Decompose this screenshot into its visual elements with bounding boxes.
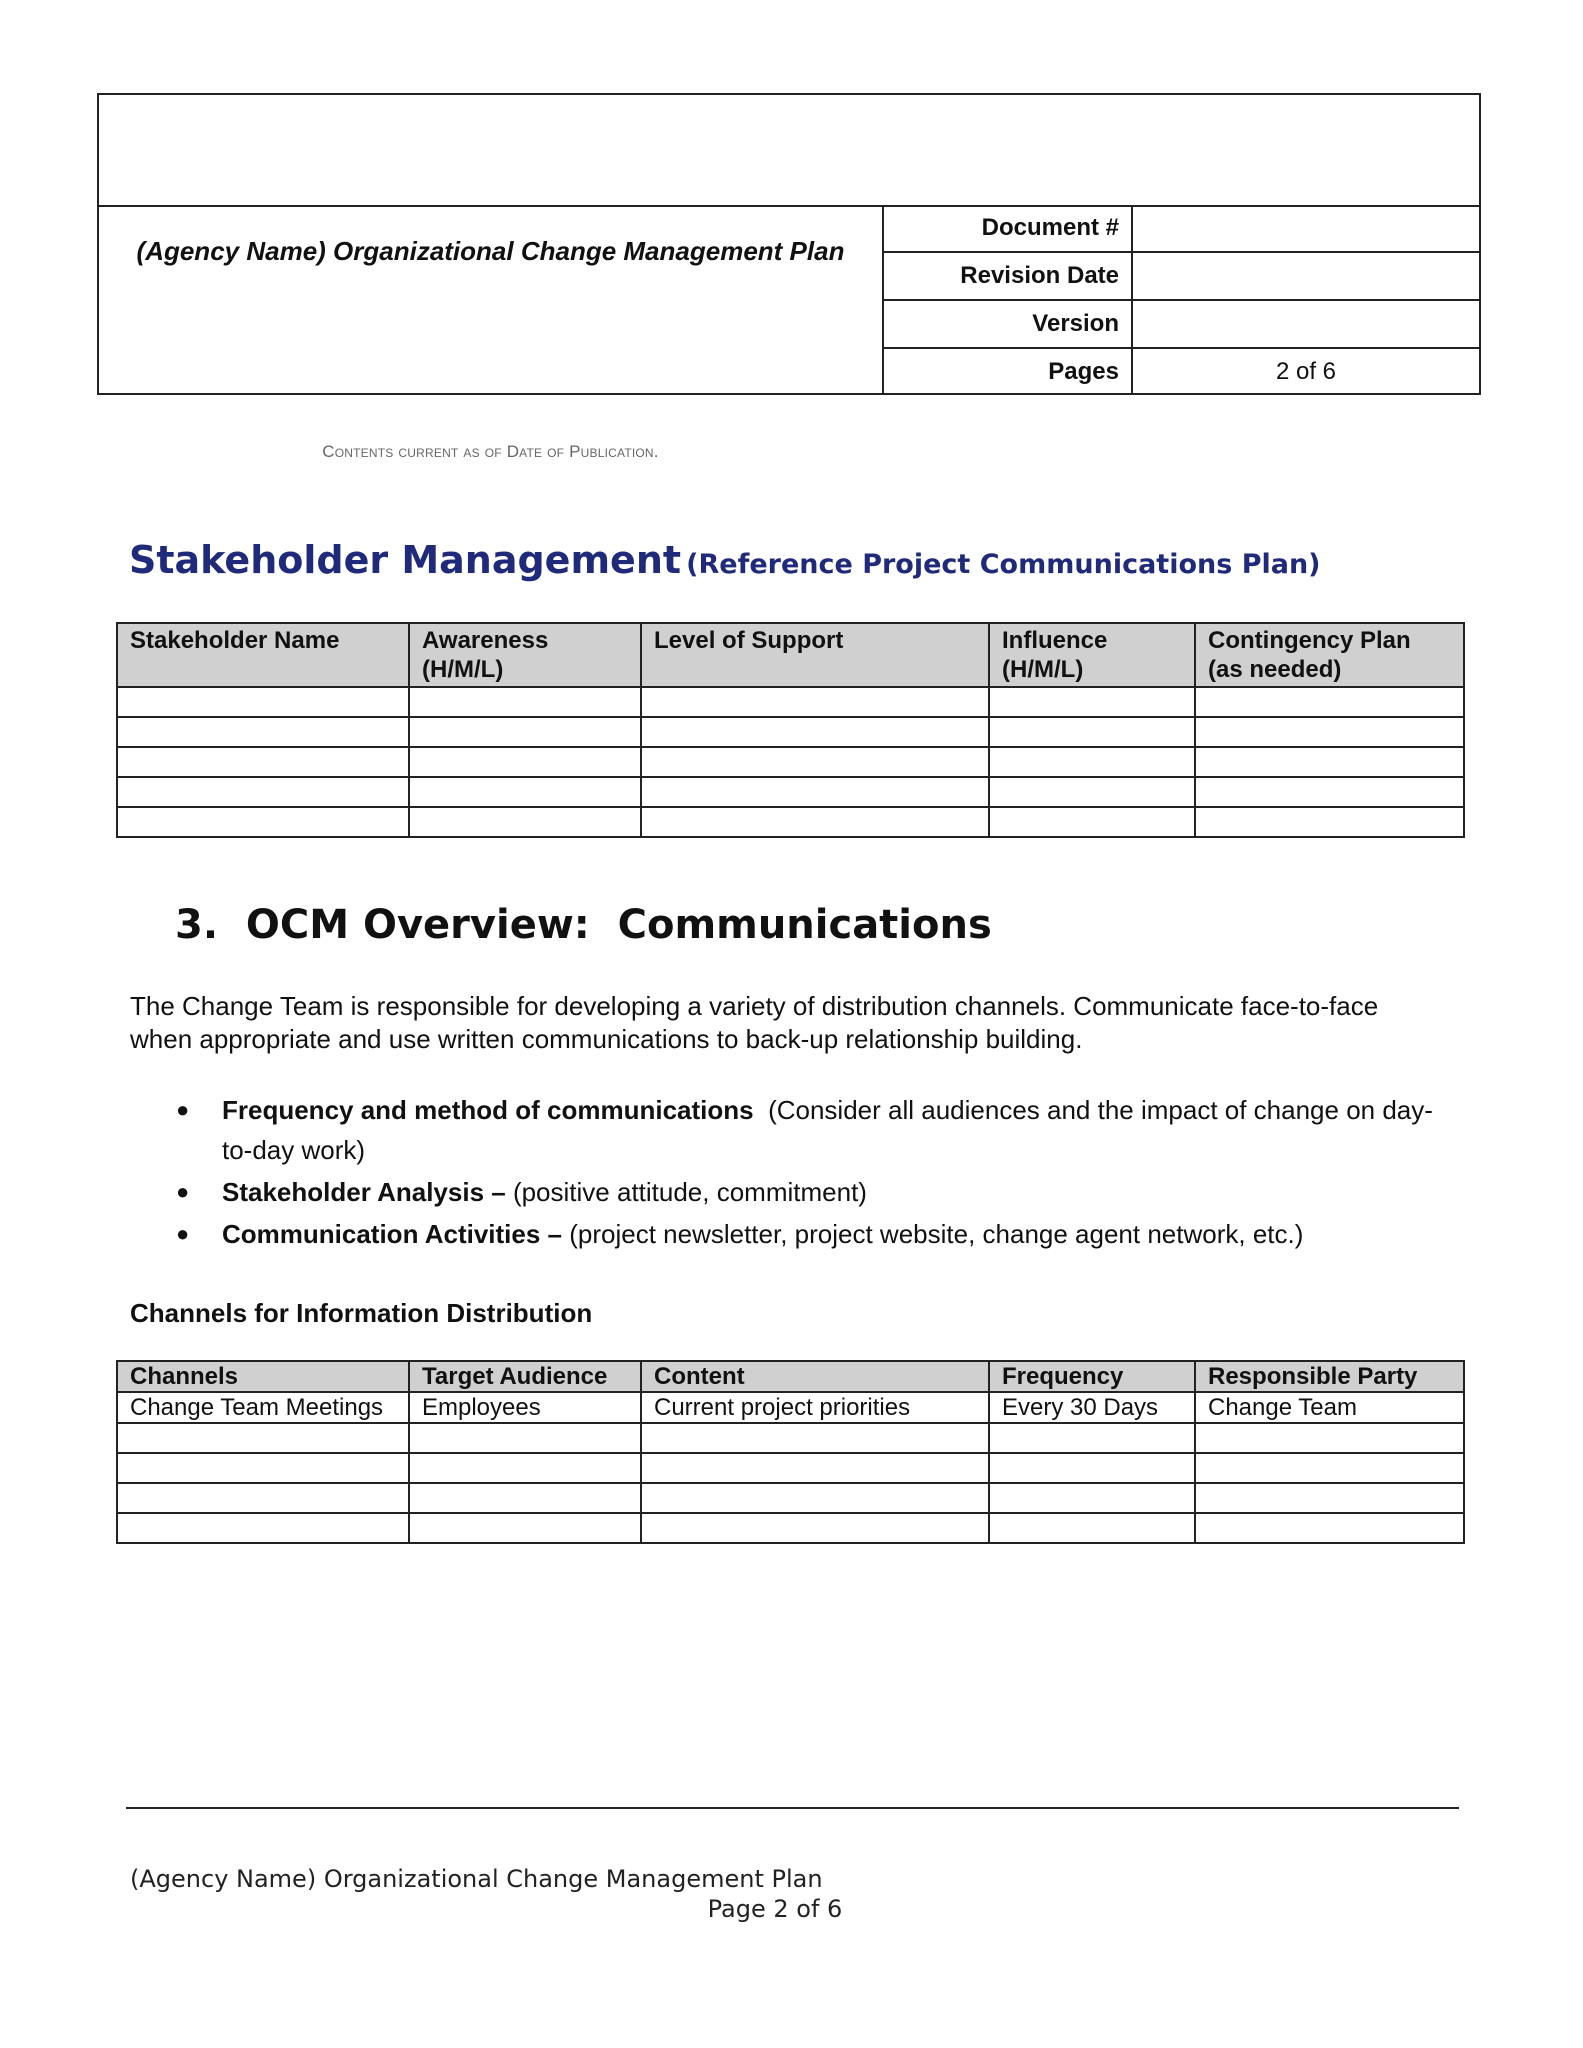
table-cell[interactable] <box>641 807 989 837</box>
table-cell[interactable] <box>1195 807 1464 837</box>
table-cell[interactable] <box>117 1483 409 1513</box>
stakeholder-heading <box>129 538 1321 582</box>
bullet-bold: Stakeholder Analysis – <box>222 1177 506 1207</box>
table-cell[interactable]: Change Team <box>1195 1392 1464 1423</box>
table-cell[interactable] <box>1195 717 1464 747</box>
table-cell[interactable] <box>117 717 409 747</box>
meta-label: Revision Date <box>882 253 1133 299</box>
section-heading: 3. OCM Overview: Communications <box>175 902 992 948</box>
table-row <box>117 1513 1464 1543</box>
table-cell[interactable] <box>117 687 409 717</box>
table-header-row <box>117 623 1464 687</box>
table-row <box>117 1483 1464 1513</box>
bullet-icon: ● <box>176 1097 190 1122</box>
table-cell[interactable] <box>641 1513 989 1543</box>
table-cell[interactable] <box>989 777 1195 807</box>
table-cell[interactable] <box>117 1513 409 1543</box>
column-header: Frequency <box>989 1361 1195 1392</box>
table-cell[interactable] <box>989 807 1195 837</box>
meta-label: Version <box>882 301 1133 347</box>
meta-row-version <box>882 301 1479 349</box>
meta-row-pages <box>882 349 1479 395</box>
column-header: Contingency Plan (as needed) <box>1195 623 1464 687</box>
page-number-text: Page 2 of 6 <box>707 1895 843 1923</box>
table-cell[interactable] <box>989 1423 1195 1453</box>
column-header: Level of Support <box>641 623 989 687</box>
bullet-bold: Frequency and method of communications <box>222 1095 754 1125</box>
column-header: Awareness (H/M/L) <box>409 623 641 687</box>
table-cell[interactable]: Employees <box>409 1392 641 1423</box>
table-cell[interactable] <box>989 1513 1195 1543</box>
table-cell[interactable] <box>409 777 641 807</box>
meta-value[interactable] <box>1133 205 1479 251</box>
table-cell[interactable] <box>1195 1483 1464 1513</box>
table-cell[interactable] <box>409 717 641 747</box>
table-cell[interactable] <box>409 1483 641 1513</box>
table-cell[interactable] <box>989 747 1195 777</box>
column-header: Channels <box>117 1361 409 1392</box>
bullet-icon: ● <box>176 1179 190 1204</box>
table-cell[interactable] <box>641 717 989 747</box>
column-header: Stakeholder Name <box>117 623 409 687</box>
list-item <box>170 1214 1460 1254</box>
bullet-text: (positive attitude, commitment) <box>505 1177 867 1207</box>
channels-table <box>116 1360 1465 1544</box>
table-cell[interactable] <box>117 747 409 777</box>
table-cell[interactable] <box>989 687 1195 717</box>
table-cell[interactable] <box>1195 1453 1464 1483</box>
meta-label: Pages <box>882 349 1133 395</box>
document-title: (Agency Name) Organizational Change Management Plan <box>136 236 845 266</box>
meta-label: Document # <box>882 205 1133 251</box>
table-cell[interactable] <box>641 747 989 777</box>
meta-value: 2 of 6 <box>1275 358 1337 385</box>
table-cell[interactable] <box>409 1423 641 1453</box>
currency-note: Contents current as of Date of Publication. <box>322 442 659 461</box>
table-row <box>117 777 1464 807</box>
document-meta-table <box>882 205 1479 393</box>
table-cell[interactable] <box>409 687 641 717</box>
document-header <box>97 93 1481 461</box>
footer-title: (Agency Name) Organizational Change Management Plan <box>130 1865 823 1893</box>
table-row <box>117 747 1464 777</box>
table-cell[interactable]: Current project priorities <box>641 1392 989 1423</box>
intro-paragraph: The Change Team is responsible for developing a variety of distribution channels. Communicate face-to-face when appropriate and use written communications to back-up relationship building. <box>130 991 1379 1054</box>
bullet-bold: Communication Activities – <box>222 1219 562 1249</box>
table-cell[interactable] <box>1195 777 1464 807</box>
table-cell[interactable] <box>409 807 641 837</box>
table-cell[interactable] <box>641 777 989 807</box>
table-cell[interactable] <box>641 1423 989 1453</box>
table-cell[interactable] <box>117 807 409 837</box>
table-row <box>117 1423 1464 1453</box>
meta-value[interactable] <box>1133 301 1479 347</box>
header-title-cell <box>99 205 884 461</box>
table-cell[interactable] <box>409 747 641 777</box>
table-cell[interactable] <box>989 1483 1195 1513</box>
meta-row-document-number <box>882 205 1479 253</box>
table-cell[interactable] <box>989 717 1195 747</box>
bullet-icon: ● <box>176 1221 190 1246</box>
list-item <box>170 1172 1460 1212</box>
column-header: Influence (H/M/L) <box>989 623 1195 687</box>
stakeholder-table <box>116 622 1465 838</box>
table-cell[interactable] <box>117 1423 409 1453</box>
table-row <box>117 807 1464 837</box>
table-row <box>117 717 1464 747</box>
table-cell[interactable] <box>989 1453 1195 1483</box>
header-blank-area <box>99 95 1479 207</box>
table-cell[interactable] <box>117 1453 409 1483</box>
table-cell[interactable]: Change Team Meetings <box>117 1392 409 1423</box>
table-cell[interactable] <box>409 1453 641 1483</box>
table-cell[interactable] <box>641 1453 989 1483</box>
table-cell[interactable] <box>1195 747 1464 777</box>
table-cell[interactable] <box>1195 1513 1464 1543</box>
table-cell[interactable] <box>1195 1423 1464 1453</box>
column-header: Content <box>641 1361 989 1392</box>
table-row <box>117 1392 1464 1423</box>
footer-page-number <box>0 1895 1550 1923</box>
meta-row-revision-date <box>882 253 1479 301</box>
table-cell[interactable] <box>641 1483 989 1513</box>
column-header: Responsible Party <box>1195 1361 1464 1392</box>
table-row <box>117 687 1464 717</box>
meta-value[interactable] <box>1133 253 1479 299</box>
column-header: Target Audience <box>409 1361 641 1392</box>
list-item <box>170 1090 1460 1170</box>
table-cell[interactable]: Every 30 Days <box>989 1392 1195 1423</box>
bullet-text: (Consider all audiences and the impact of change on day-to-day work) <box>222 1095 1433 1165</box>
bullet-text: (project newsletter, project website, change agent network, etc.) <box>562 1219 1304 1249</box>
table-cell[interactable] <box>409 1513 641 1543</box>
table-cell[interactable] <box>1195 687 1464 717</box>
table-row <box>117 1453 1464 1483</box>
stakeholder-heading-title: Stakeholder Management <box>129 538 682 582</box>
table-header-row <box>117 1361 1464 1392</box>
table-cell[interactable] <box>117 777 409 807</box>
stakeholder-heading-reference: (Reference Project Communications Plan) <box>686 549 1321 580</box>
footer-divider <box>126 1807 1459 1809</box>
table-cell[interactable] <box>641 687 989 717</box>
bullet-list <box>170 1090 1460 1256</box>
channels-subheading: Channels for Information Distribution <box>130 1298 593 1328</box>
